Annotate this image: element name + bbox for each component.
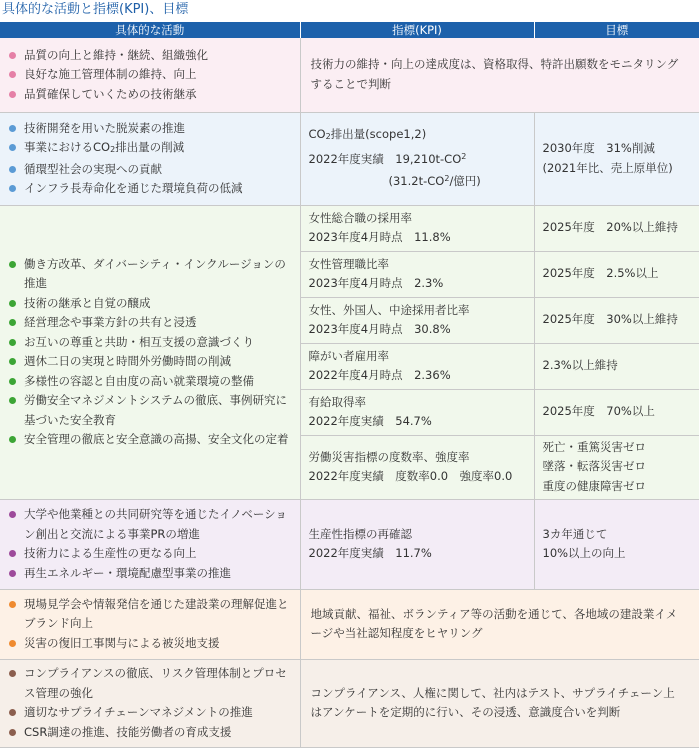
list-item: 事業におけるCO2排出量の削減 bbox=[8, 138, 294, 160]
target-cell: 2025年度 30%以上維持 bbox=[534, 297, 699, 343]
list-item: 技術の継承と自覚の醸成 bbox=[8, 294, 294, 314]
list-item: 経営理念や事業方針の共有と浸透 bbox=[8, 313, 294, 333]
table-row bbox=[0, 38, 699, 112]
kpi-cell: 労働災害指標の度数率、強度率 2022年度実績 度数率0.0 強度率0.0 bbox=[300, 435, 534, 499]
target-cell: 2030年度 31%削減 (2021年比、売上原単位) bbox=[534, 112, 699, 205]
target-cell: 死亡・重篤災害ゼロ 墜落・転落災害ゼロ 重度の健康障害ゼロ bbox=[534, 435, 699, 499]
activity-cell bbox=[0, 589, 300, 659]
target-cell: 2.3%以上維持 bbox=[534, 343, 699, 389]
kpi-cell: 女性、外国人、中途採用者比率 2023年度4月時点 30.8% bbox=[300, 297, 534, 343]
list-item: 良好な施工管理体制の維持、向上 bbox=[8, 65, 294, 85]
kpi-cell: 生産性指標の再確認 2022年度実績 11.7% bbox=[300, 499, 534, 589]
list-item: コンプライアンスの徹底、リスク管理体制とプロセス管理の強化 bbox=[8, 664, 294, 703]
activity-cell bbox=[0, 112, 300, 205]
list-item: 労働安全マネジメントシステムの徹底、事例研究に基づいた安全教育 bbox=[8, 391, 294, 430]
list-item: 再生エネルギー・環境配慮型事業の推進 bbox=[8, 564, 294, 584]
kpi-cell: 女性管理職比率 2023年度4月時点 2.3% bbox=[300, 251, 534, 297]
kpi-cell: 有給取得率 2022年度実績 54.7% bbox=[300, 389, 534, 435]
kpi-cell: 女性総合職の採用率 2023年度4月時点 11.8% bbox=[300, 205, 534, 251]
table-row bbox=[0, 589, 699, 659]
header-kpi: 指標(KPI) bbox=[300, 22, 534, 38]
list-item: 技術開発を用いた脱炭素の推進 bbox=[8, 119, 294, 139]
kpi-cell bbox=[300, 112, 534, 205]
header-activity: 具体的な活動 bbox=[0, 22, 300, 38]
table-row bbox=[0, 112, 699, 205]
target-cell: 2025年度 20%以上維持 bbox=[534, 205, 699, 251]
kpi-label: CO2排出量(scope1,2) bbox=[308, 127, 427, 142]
table-row bbox=[0, 659, 699, 747]
list-item: インフラ長寿命化を通じた環境負荷の低減 bbox=[8, 179, 294, 199]
list-item: 働き方改革、ダイバーシティ・インクルージョンの推進 bbox=[8, 255, 294, 294]
target-cell: 2025年度 2.5%以上 bbox=[534, 251, 699, 297]
header-target: 目標 bbox=[534, 22, 699, 38]
list-item: 多様性の容認と自由度の高い就業環境の整備 bbox=[8, 372, 294, 392]
kpi-value-unit: ($31.2t-CO^2/$億円) bbox=[388, 174, 481, 189]
activity-cell bbox=[0, 659, 300, 747]
target-cell: 2025年度 70%以上 bbox=[534, 389, 699, 435]
kpi-value: 2022年度実績 $19,210t-CO^2$ bbox=[308, 151, 467, 166]
list-item: 大学や他業種との共同研究等を通じたイノベーション創出と交流による事業PRの増進 bbox=[8, 505, 294, 544]
table-header-row bbox=[0, 22, 699, 38]
list-item: 安全管理の徹底と安全意識の高揚、安全文化の定着 bbox=[8, 430, 294, 450]
list-item: お互いの尊重と共助・相互支援の意識づくり bbox=[8, 333, 294, 353]
activity-cell bbox=[0, 499, 300, 589]
kpi-cell: 技術力の維持・向上の達成度は、資格取得、特許出願数をモニタリングすることで判断 bbox=[300, 38, 699, 112]
table-row bbox=[0, 205, 699, 251]
page-title: 具体的な活動と指標(KPI)、目標 bbox=[2, 2, 189, 17]
activity-cell bbox=[0, 205, 300, 499]
target-cell: 3カ年通じて 10%以上の向上 bbox=[534, 499, 699, 589]
kpi-table bbox=[0, 22, 699, 748]
list-item: 適切なサプライチェーンマネジメントの推進 bbox=[8, 703, 294, 723]
kpi-cell: 障がい者雇用率 2022年度4月時点 2.36% bbox=[300, 343, 534, 389]
list-item: CSR調達の推進、技能労働者の育成支援 bbox=[8, 723, 294, 743]
activity-cell bbox=[0, 38, 300, 112]
list-item: 現場見学会や情報発信を通じた建設業の理解促進とブランド向上 bbox=[8, 595, 294, 634]
kpi-cell: コンプライアンス、人権に関して、社内はテスト、サプライチェーン上はアンケートを定期的に行い、その浸透、意識度合いを判断 bbox=[300, 659, 699, 747]
list-item: 品質確保していくための技術継承 bbox=[8, 85, 294, 105]
list-item: 技術力による生産性の更なる向上 bbox=[8, 544, 294, 564]
table-row bbox=[0, 499, 699, 589]
kpi-cell: 地域貢献、福祉、ボランティア等の活動を通じて、各地域の建設業イメージや当社認知程度をヒヤリング bbox=[300, 589, 699, 659]
list-item: 循環型社会の実現への貢献 bbox=[8, 160, 294, 180]
list-item: 品質の向上と維持・継続、組織強化 bbox=[8, 46, 294, 66]
list-item: 災害の復旧工事関与による被災地支援 bbox=[8, 634, 294, 654]
list-item: 週休二日の実現と時間外労働時間の削減 bbox=[8, 352, 294, 372]
